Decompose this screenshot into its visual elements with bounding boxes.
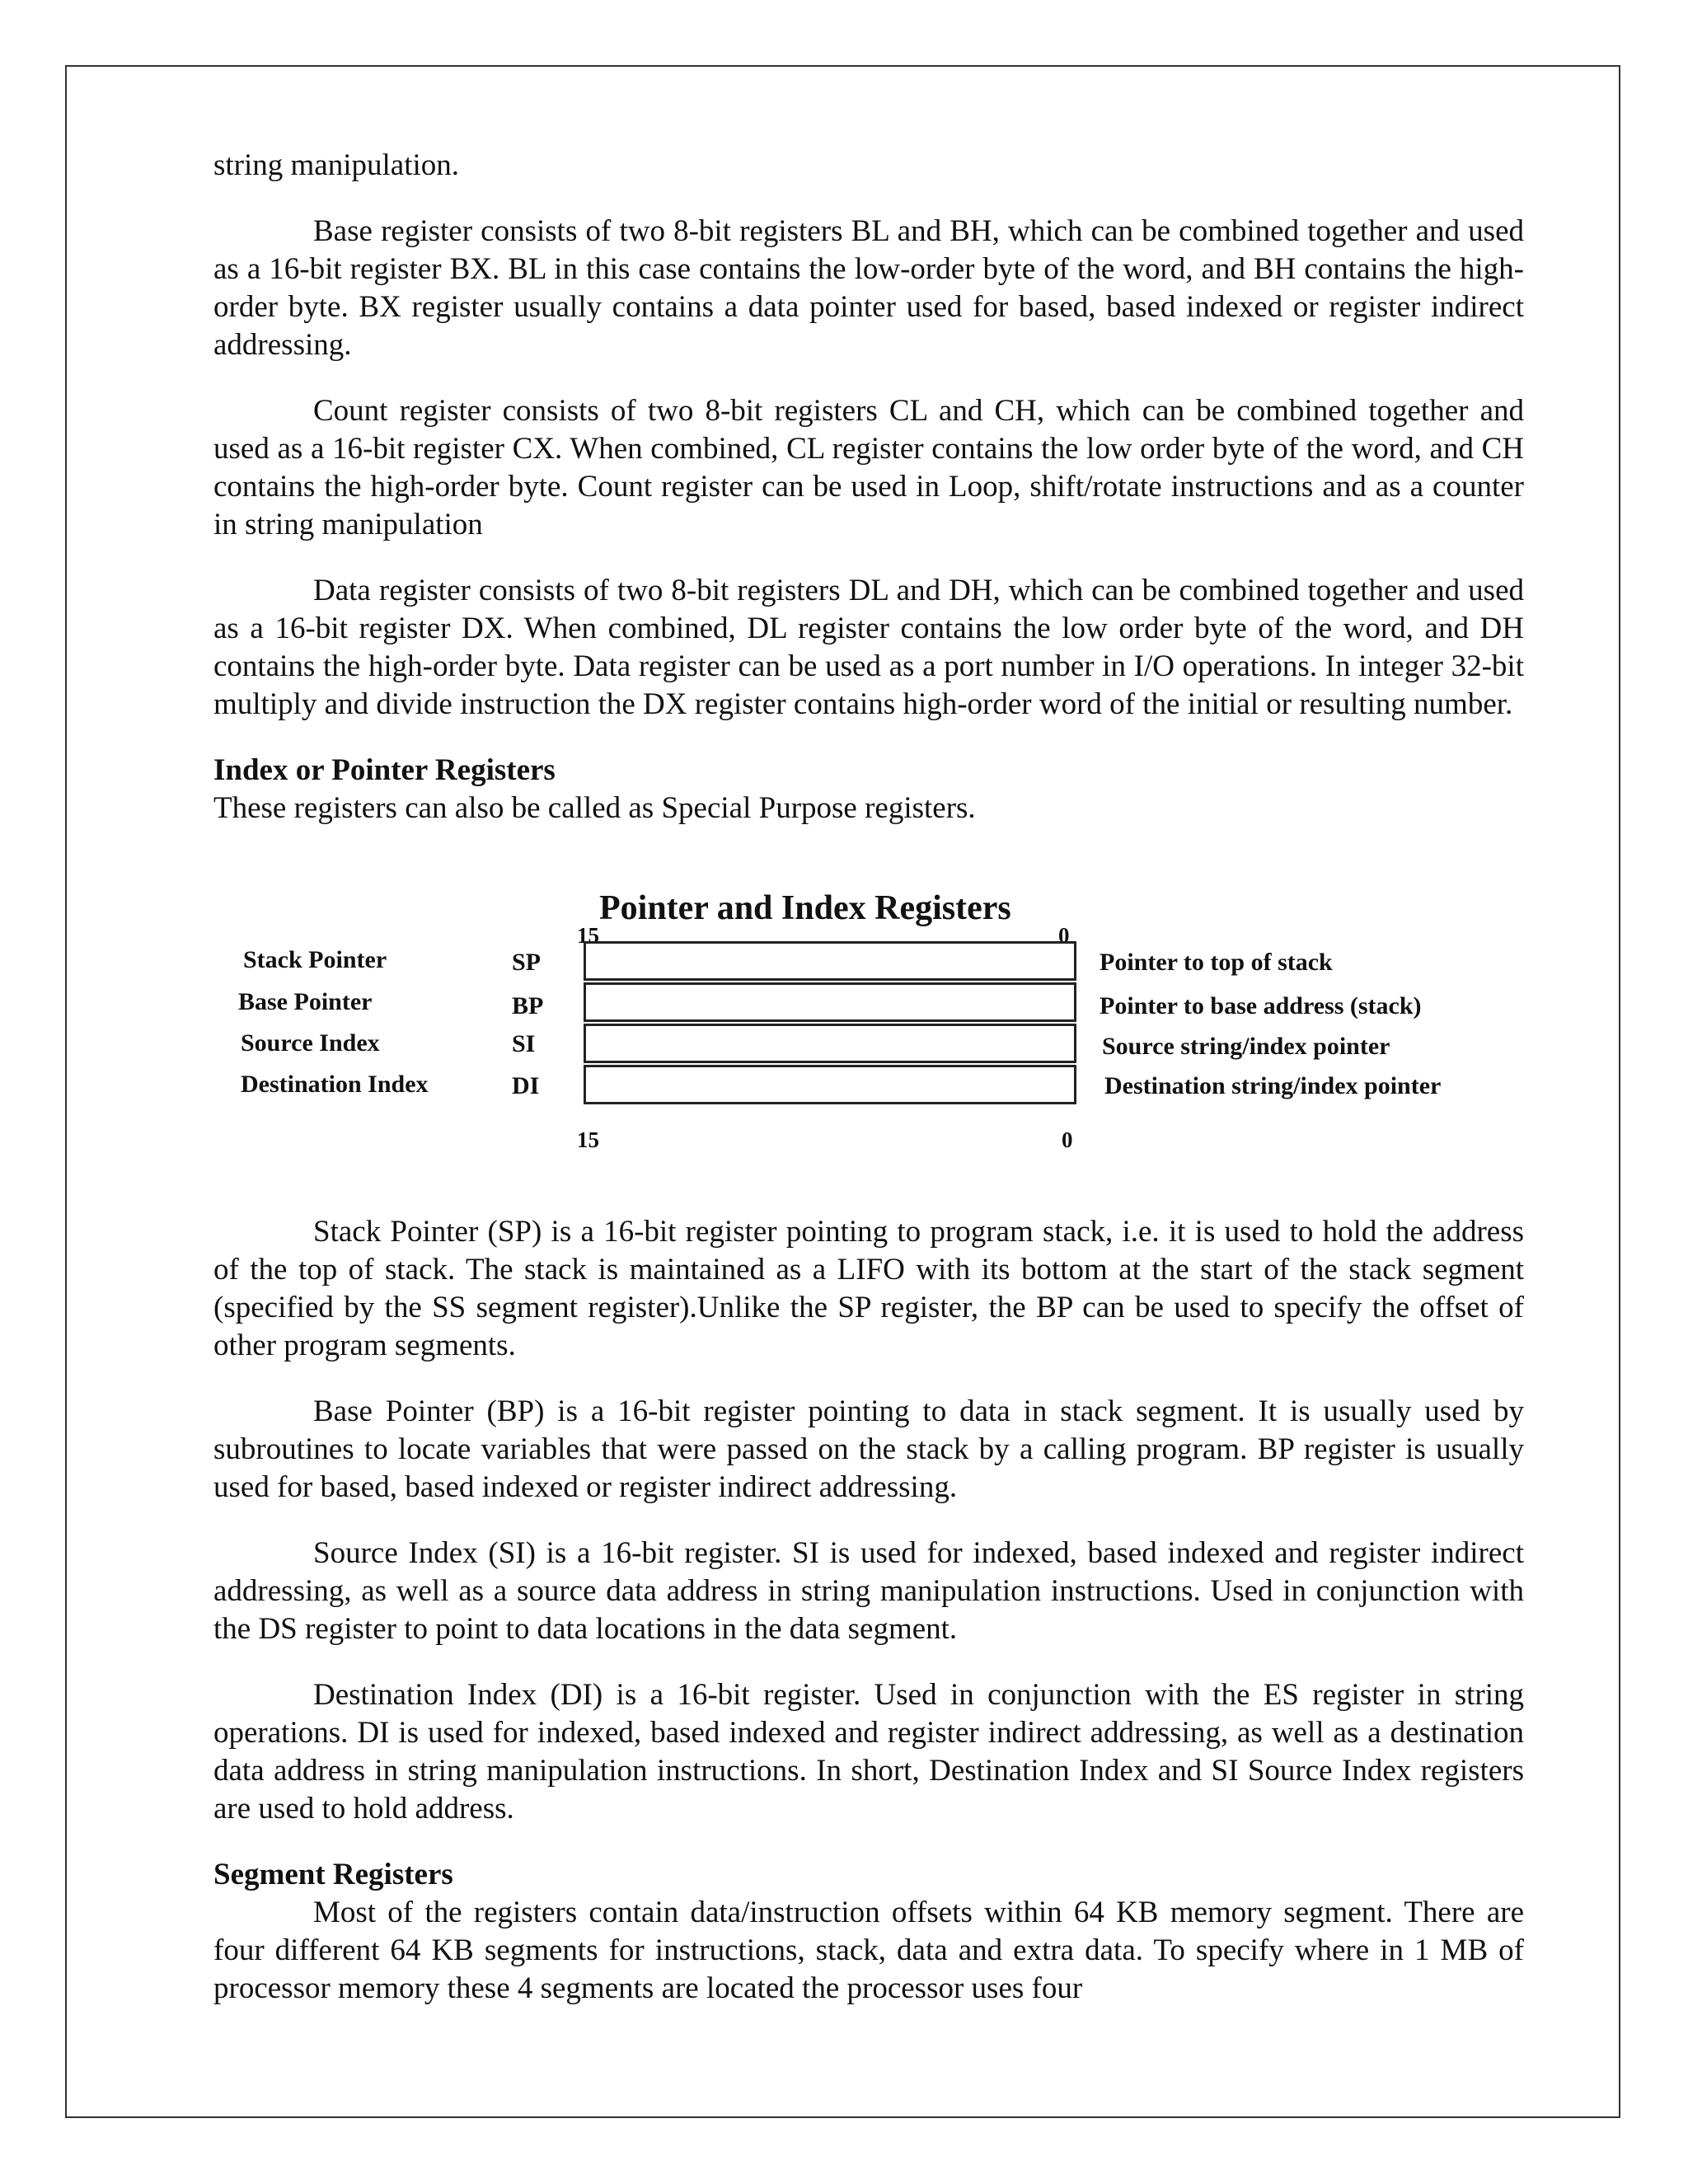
register-abbr-bp: BP — [512, 992, 544, 1019]
figure-title: Pointer and Index Registers — [599, 889, 1011, 927]
register-abbr-sp: SP — [512, 949, 542, 976]
register-box-sp — [584, 941, 1076, 981]
register-desc-si: Source string/index pointer — [1102, 1033, 1390, 1060]
paragraph-segment-registers: Most of the registers contain data/instruction offsets within 64 KB memory segment. There are four different 64 KB segments for instructions, stack, data and extra data. To specify where in 1 MB of processor memory these 4 segments are located the processor uses four — [213, 1896, 1524, 2005]
bit-label-low-bottom: 0 — [1062, 1127, 1073, 1152]
figure-pointer-index-registers — [213, 865, 1524, 1195]
register-abbr-di: DI — [512, 1072, 540, 1099]
paragraph-base-register: Base register consists of two 8-bit registers BL and BH, which can be combined together and used as a 16-bit register BX. BL in this case contains the low-order byte of the word, and BH contains the high-order byte. BX register usually contains a data pointer used for based, based indexed or register indirect addressing. — [213, 214, 1524, 362]
paragraph-special-purpose: These registers can also be called as Special Purpose registers. — [213, 791, 976, 825]
register-name-sp: Stack Pointer — [243, 946, 387, 973]
paragraph-count-register: Count register consists of two 8-bit registers CL and CH, which can be combined together and used as a 16-bit register CX. When combined, CL register contains the low order byte of the word, and CH contains the high-order byte. Count register can be used in Loop, shift/rotate instructions and as a counter in string manipulation — [213, 394, 1524, 541]
register-desc-sp: Pointer to top of stack — [1100, 949, 1333, 976]
paragraph-stack-pointer: Stack Pointer (SP) is a 16-bit register pointing to program stack, i.e. it is used to hold the address of the top of stack. The stack is maintained as a LIFO with its bottom at the start of the stack segment (specified by the SS segment register).Unlike the SP register, the BP can be used to specify the offset of other program segments. — [213, 1215, 1524, 1362]
bit-label-high-bottom: 15 — [577, 1127, 599, 1152]
register-desc-di: Destination string/index pointer — [1104, 1072, 1442, 1099]
paragraph-base-pointer: Base Pointer (BP) is a 16-bit register pointing to data in stack segment. It is usually used by subroutines to locate variables that were passed on the stack by a calling program. BP register is usually used for based, based indexed or register indirect addressing. — [213, 1394, 1524, 1504]
bit-label-low-top: 0 — [1058, 923, 1070, 948]
register-abbr-si: SI — [512, 1030, 536, 1057]
bit-label-high-top: 15 — [577, 923, 599, 948]
heading-segment-registers: Segment Registers — [213, 1858, 453, 1891]
register-box-bp — [584, 982, 1076, 1022]
paragraph-continuation: string manipulation. — [213, 148, 460, 182]
paragraph-data-register: Data register consists of two 8-bit registers DL and DH, which can be combined together and used as a 16-bit register DX. When combined, DL register contains the low order byte of the word, and DH contains the high-order byte. Data register can be used as a port number in I/O operations. In integer 32-bit multiply and divide instruction the DX register contains high-order word of the initial or resulting number. — [213, 574, 1524, 721]
heading-index-pointer-registers: Index or Pointer Registers — [213, 753, 556, 787]
register-desc-bp: Pointer to base address (stack) — [1100, 992, 1422, 1019]
paragraph-source-index: Source Index (SI) is a 16-bit register. SI is used for indexed, based indexed and register indirect addressing, as well as a source data address in string manipulation instructions. Used in conjunction with the DS register to point to data locations in the data segment. — [213, 1536, 1524, 1646]
register-name-di: Destination Index — [241, 1071, 429, 1098]
register-name-si: Source Index — [241, 1029, 380, 1057]
register-box-si — [584, 1024, 1076, 1063]
paragraph-destination-index: Destination Index (DI) is a 16-bit register. Used in conjunction with the ES register in string operations. DI is used for indexed, based indexed and register indirect addressing, as well as a destination data address in string manipulation instructions. In short, Destination Index and SI Source Index registers are used to hold address. — [213, 1678, 1524, 1825]
register-name-bp: Base Pointer — [238, 988, 373, 1015]
document-body — [213, 147, 1524, 2008]
register-box-di — [584, 1065, 1076, 1104]
